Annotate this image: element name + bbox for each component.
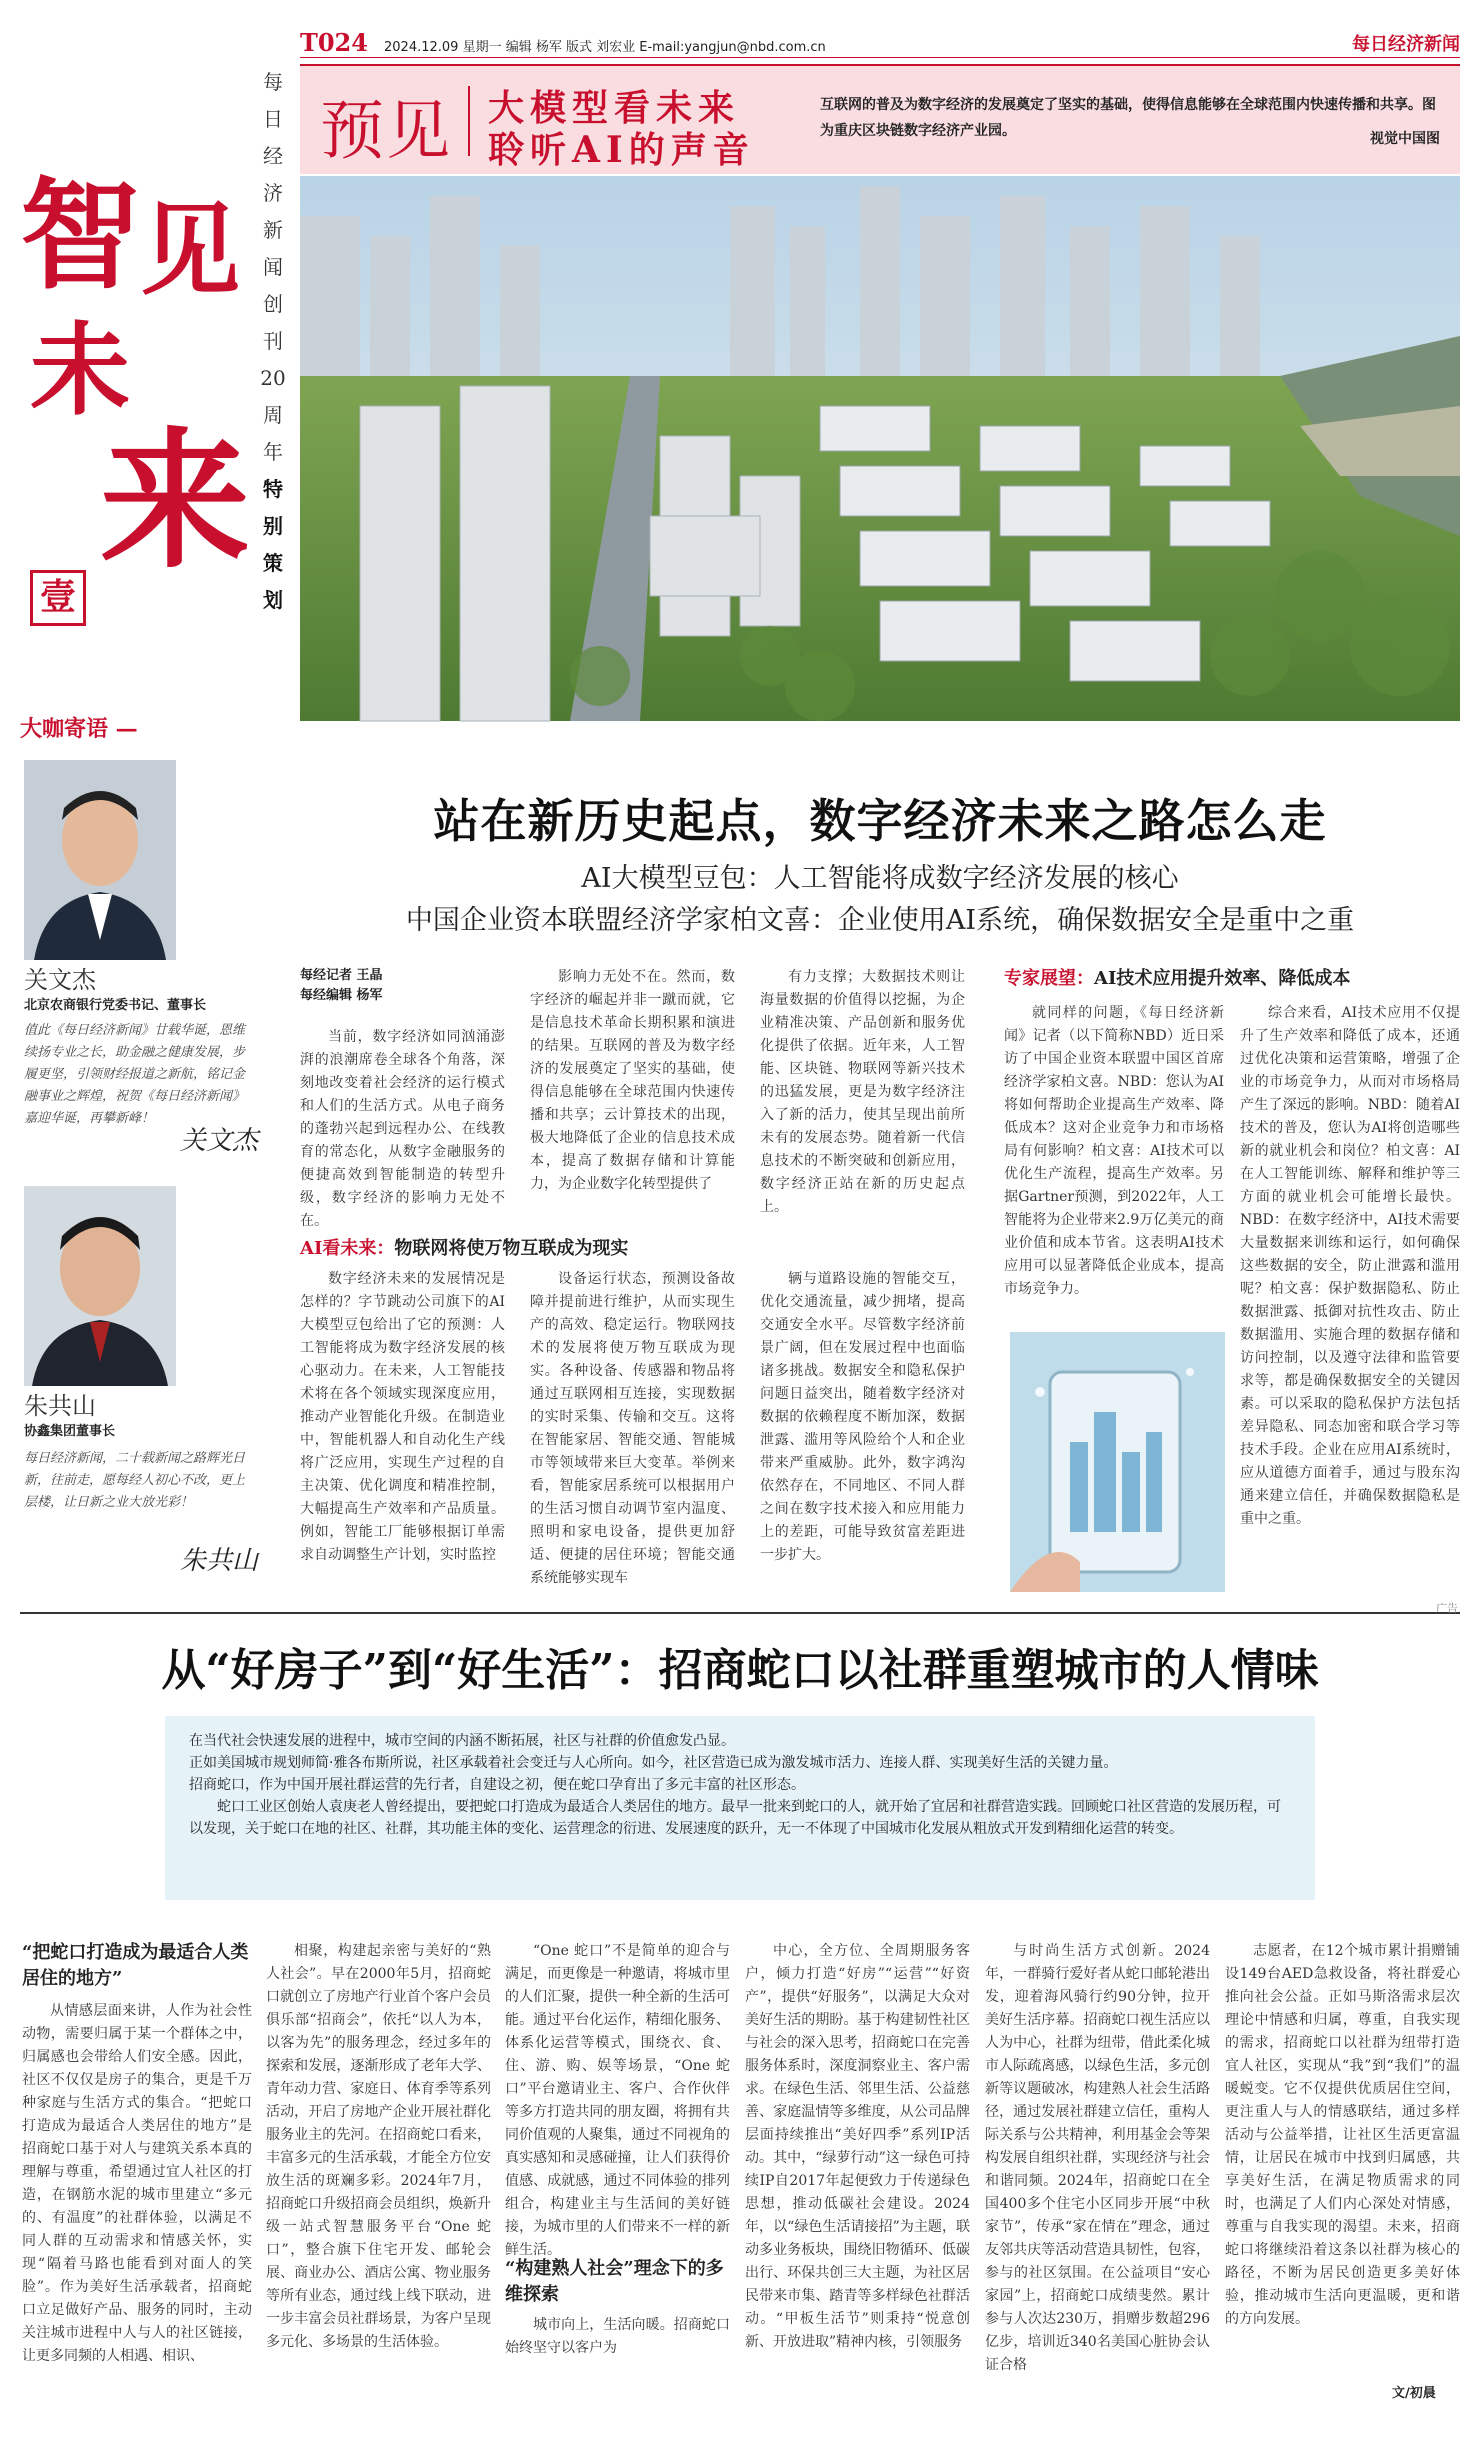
person-name: 关文杰 — [24, 966, 96, 994]
paragraph: 当前，数字经济如同汹涌澎湃的浪潮席卷全球各个角落，深刻地改变着社会经济的运行模式和人们的生活方式。从电子商务的蓬勃兴起到远程办公、在线教育的常态化，从数字金融服务的便捷高效到智能制造的转型升级，数字经济的影响力无处不在。 — [300, 1029, 505, 1229]
paragraph: 志愿者，在12个城市累计捐赠铺设149台AED急救设备，将社群爱心推向社会公益。正如马斯洛需求层次理论中情感和归属，尊重，自我实现的需求，招商蛇口以社群为纽带打造宜人社区，实现从“我”到“我们”的温暖蜕变。它不仅提供优质居住空间，更注重人与人的情感联结，通过多样活动与公益举措，让社区生活更富温情，让居民在城市中找到归属感，共享美好生活，在满足物质需求的同时，也满足了人们内心深处对情感，尊重与自我实现的渴望。未来，招商蛇口将继续沿着这条以社群为核心的路径，不断为居民创造更多美好体验，推动城市生活向更温暖，更和谐的方向发展。 — [1225, 1943, 1460, 2327]
paragraph: 有力支撑；大数据技术则让海量数据的价值得以挖掘，为企业精准决策、产品创新和服务优化提供了依据。近年来，人工智能、区块链、物联网等新兴技术的迅猛发展，更是为数字经济注入了新的活力，使其呈现出前所未有的发展态势。随着新一代信息技术的不断突破和创新应用，数字经济正站在新的历史起点上。 — [760, 969, 965, 1215]
article2-subhead: “把蛇口打造成为最适合人类居住的地方” — [22, 1942, 249, 1989]
big-title-char: 未 — [30, 311, 130, 429]
article2-subhead: “构建熟人社会”理念下的多维探索 — [505, 2258, 724, 2305]
paragraph: 与时尚生活方式创新。2024年，一群骑行爱好者从蛇口邮轮港出发，迎着海风骑行约90分钟，拉开美好生活序幕。招商蛇口视生活应以人为中心，社群为纽带，借此柔化城市人际疏离感，以绿色生活，多元创新等议题破冰，构建熟人社会生活路径，通过发展社群建立信任，重构人际关系与公共精神，利用基金会等架构发展自组织社群，实现经济与社会和谐同频。2024年，招商蛇口在全国400多个住宅小区同步开展“中秋家节”，传承“家在情在”理念，通过友邻共庆等活动营造具韧性，包容，参与的社区氛围。在公益项目“安心家园”上，招商蛇口成绩斐然。累计参与人次达230万，捐赠步数超296亿步，培训近340名美国心脏协会认证合格 — [985, 1943, 1210, 2373]
article-column — [1225, 1940, 1460, 2370]
paragraph: 相聚，构建起亲密与美好的“熟人社会”。早在2000年5月，招商蛇口就创立了房地产行业首个客户会员俱乐部“招商会”，依托“以人为本，以客为先”的服务理念，经过多年的探索和发展，逐渐形成了老年大学、青年动力营、家庭日、体育季等系列活动，开启了房地产企业开展社群化服务业主的先河。在招商蛇口看来，丰富多元的生活承载，才能全方位安放生活的斑斓多彩。2024年7月，招商蛇口升级招商会员组织，焕新升级一站式智慧服务平台“One 蛇口”，整合旗下住宅开发、邮轮会展、商业办公、酒店公寓、物业服务等所有业态，通过线上线下联动，进一步丰富会员社群场景，为客户呈现多元化、多场景的生活体验。 — [266, 1943, 491, 2350]
article-column — [22, 2000, 252, 2390]
city-skyline-illustration — [300, 176, 1460, 721]
byline-editor: 每经编辑 杨军 — [300, 988, 383, 1003]
article-column — [530, 1268, 735, 1604]
big-title-char: 来 — [100, 413, 251, 589]
vertical-char: 济 — [263, 181, 283, 205]
vertical-char: 别 — [263, 514, 283, 538]
article-column — [505, 2314, 730, 2390]
big-title-char: 见 — [140, 191, 240, 309]
vertical-char: 创 — [263, 292, 283, 316]
big-title-char: 智 — [20, 165, 140, 306]
section-head-ai — [300, 1234, 628, 1260]
ai-illustration — [1010, 1332, 1225, 1592]
section-head-expert — [1004, 964, 1350, 990]
paragraph: 城市向上，生活向暖。招商蛇口始终坚守以客户为 — [505, 2317, 730, 2356]
article-column — [530, 966, 735, 1222]
article-subheadline-2: 中国企业资本联盟经济学家柏文喜：企业使用AI系统，确保数据安全是重中之重 — [405, 905, 1355, 936]
banner-title-1: 大模型看未来 — [488, 87, 741, 129]
photo-credit: 视觉中国图 — [1370, 131, 1440, 147]
paragraph: “One 蛇口”不是简单的迎合与满足，而更像是一种邀请，将城市里的人们汇聚，提供一种全新的生活可能。通过平台化运作，精细化服务、体系化运营等模式，围绕衣、食、住、游、购、娱等场景，“One 蛇口”平台邀请业主、客户、合作伙伴等多方打造共同的朋友圈，将拥有共同价值观的人聚集，通过不同视角的真实感知和灵感碰撞，让人们获得价值感、成就感，通过不同体验的排列组合，构建业主与生活间的美好链接，为城市里的人们带来不一样的新鲜生活。 — [505, 1943, 730, 2258]
vertical-char: 刊 — [263, 329, 283, 353]
person-title: 北京农商银行党委书记、董事长 — [24, 998, 207, 1013]
article-subheadline-1: AI大模型豆包：人工智能将成数字经济发展的核心 — [581, 863, 1179, 894]
article2-intro — [165, 1716, 1315, 1900]
article-headline: 站在新历史起点，数字经济未来之路怎么走 — [433, 794, 1327, 848]
brand-name: 每日经济新闻 — [1352, 34, 1460, 55]
paragraph: 数字经济未来的发展情况是怎样的？字节跳动公司旗下的AI大模型豆包给出了它的预测：人工智能将成为数字经济发展的核心驱动力。在未来，人工智能技术将在各个领域实现深度应用，推动产业智能化升级。在制造业中，智能机器人和自动化生产线将广泛应用，实现生产过程的自主决策、优化调度和精准控制，大幅提高生产效率和产品质量。例如，智能工厂能够根据订单需求自动调整生产计划，实时监控 — [300, 1271, 505, 1563]
person-name: 朱共山 — [24, 1392, 96, 1420]
article-column — [300, 1268, 505, 1604]
issue-number-stamp: 壹 — [30, 570, 86, 626]
article-column — [760, 966, 965, 1222]
banner-separator — [468, 86, 470, 156]
paragraph: 影响力无处不在。然而，数字经济的崛起并非一蹴而就，它是信息技术革命长期积累和演进的结果。互联网的普及为数字经济的发展奠定了坚实的基础，使得信息能够在全球范围内快速传播和共享；云计算技术的出现，极大地降低了企业的信息技术成本，提高了数据存储和计算能力，为企业数字化转型提供了 — [530, 969, 735, 1192]
vertical-char: 20 — [260, 366, 286, 390]
article-column — [1004, 1002, 1224, 1324]
article-column — [760, 1268, 965, 1604]
byline — [300, 966, 383, 1006]
section-divider — [20, 1612, 1460, 1614]
person-quote: 值此《每日经济新闻》廿载华诞，恩维续扬专业之长，助金融之健康发展，步履更坚，引领财经报道之新航，铭记金融事业之辉煌，祝贺《每日经济新闻》嘉迎华诞，再攀新峰！ — [24, 1023, 246, 1126]
article-column — [300, 1026, 505, 1229]
article2-author: 文/初晨 — [1392, 2386, 1436, 2401]
banner-yujian: 预见 — [320, 95, 452, 169]
paragraph: 从情感层面来讲，人作为社会性动物，需要归属于某一个群体之中，归属感也会带给人们安全感。因此，社区不仅仅是房子的集合，更是千万种家庭与生活方式的集合。“把蛇口打造成为最适合人类居住的地方”是招商蛇口基于对人与建筑关系本真的理解与尊重，希望通过宜人社区的打造，在钢筋水泥的城市里建立“多元的、有温度”的社群体验，以满足不同人群的互动需求和情感关怀，实现“隔着马路也能看到对面人的笑脸”。作为美好生活承载者，招商蛇口立足做好产品、服务的同时，主动关注城市进程中人与人的社区链接，让更多同频的人相遇、相识、 — [22, 2003, 252, 2364]
paragraph: 设备运行状态，预测设备故障并提前进行维护，从而实现生产的高效、稳定运行。物联网技术的发展将使万物互联成为现实。各种设备、传感器和物品将通过互联网相互连接，实现数据的实时采集、传输和交互。这将在智能家居、智能交通、智能城市等领域带来巨大变革。举例来看，智能家居系统可以根据用户的生活习惯自动调节室内温度、照明和家电设备，提供更加舒适、便捷的居住环境；智能交通系统能够实现车 — [530, 1271, 735, 1586]
photo-caption: 互联网的普及为数字经济的发展奠定了坚实的基础，使得信息能够在全球范围内快速传播和共享。图为重庆区块链数字经济产业园。 — [820, 97, 1436, 139]
banner — [300, 64, 1460, 174]
intro-paragraph: 招商蛇口，作为中国开展社群运营的先行者，自建设之初，便在蛇口孕育出了多元丰富的社区形态。 — [189, 1777, 805, 1793]
intro-paragraph: 蛇口工业区创始人袁庚老人曾经提出，要把蛇口打造成为最适合人类居住的地方。最早一批来到蛇口的人，就开始了宜居和社群营造实践。回顾蛇口社区营造的发展历程，可以发现，关于蛇口在地的社区、社群，其功能主体的变化、运营理念的衍进、发展速度的跃升，无一不体现了中国城市化发展从粗放式开发到精细化运营的转变。 — [189, 1799, 1281, 1837]
signature: 朱共山 — [180, 1546, 259, 1576]
banner-title-2: 聆听AI的声音 — [488, 129, 755, 171]
article-column — [1240, 1002, 1460, 1602]
big-title — [20, 140, 260, 640]
article-column — [745, 1940, 970, 2390]
vertical-char: 策 — [263, 551, 283, 575]
section-head-text: 物联网将使万物互联成为现实 — [394, 1238, 629, 1259]
vertical-char: 年 — [263, 440, 283, 464]
signature: 关文杰 — [180, 1126, 259, 1156]
vertical-char: 划 — [263, 588, 283, 612]
paragraph: 就同样的问题，《每日经济新闻》记者（以下简称NBD）近日采访了中国企业资本联盟中国区首席经济学家柏文喜。NBD：您认为AI将如何帮助企业提高生产效率、降低成本？这对企业竞争力和市场格局有何影响？柏文喜：AI技术可以优化生产流程，提高生产效率。另据Gartner预测，到2022年，人工智能将为企业带来2.9万亿美元的商业价值和成本节省。这表明AI技术应用可以显著降低企业成本，提高市场竞争力。 — [1004, 1005, 1224, 1297]
page-meta: 2024.12.09 星期一 编辑 杨军 版式 刘宏业 E-mail:yangjun@nbd.com.cn — [384, 40, 826, 55]
person-title: 协鑫集团董事长 — [24, 1424, 116, 1439]
vertical-char: 每 — [263, 70, 283, 94]
avatar — [24, 1186, 176, 1386]
sidebar-heading-text: 大咖寄语 — [20, 716, 109, 742]
intro-paragraph: 在当代社会快速发展的进程中，城市空间的内涵不断拓展，社区与社群的价值愈发凸显。 — [189, 1733, 735, 1749]
person-portrait-icon — [24, 1186, 176, 1386]
person-quote: 每日经济新闻，二十载新闻之路辉光日新，往前走，愿每经人初心不改，更上层楼，让日新之业大放光彩！ — [24, 1451, 246, 1510]
city-photo — [300, 176, 1460, 721]
article2-headline: 从“好房子”到“好生活”：招商蛇口以社群重塑城市的人情味 — [161, 1645, 1319, 1696]
paragraph: 辆与道路设施的智能交互，优化交通流量，减少拥堵，提高交通安全水平。尽管数字经济前景广阔，但在发展过程中也面临诸多挑战。数据安全和隐私保护问题日益突出，随着数字经济对数据的依赖程度不断加深，数据泄露、滥用等风险给个人和企业带来严重威胁。此外，数字鸿沟依然存在，不同地区、不同人群之间在数字技术接入和应用能力上的差距，可能导致贫富差距进一步扩大。 — [760, 1271, 965, 1563]
vertical-char: 经 — [263, 144, 283, 168]
paragraph: 中心，全方位、全周期服务客户，倾力打造“好房”“运营”“好资产”，提供“好服务”，以满足大众对美好生活的期盼。基于构建韧性社区与社会的深入思考，招商蛇口在完善服务体系时，深度洞察业主、客户需求。在绿色生活、邻里生活、公益慈善、家庭温情等多维度，从公司品牌层面持续推出“美好四季”系列IP活动。其中，“绿萝行动”这一绿色可持续IP自2017年起便致力于传递绿色思想，推动低碳社会建设。2024年，以“绿色生活请接招”为主题，联动多业务板块，围绕旧物循环、低碳出行、环保共创三大主题，为社区居民带来市集、踏青等多样绿色社群活动。“甲板生活节”则秉持“悦意创新、开放进取”精神内核，引领服务 — [745, 1943, 970, 2350]
ad-label: 广告 — [1436, 1602, 1458, 1615]
person-portrait-icon — [24, 760, 176, 960]
vertical-char: 特 — [263, 477, 283, 501]
page-header — [300, 28, 1460, 58]
sidebar-heading: 大咖寄语 — — [20, 716, 138, 742]
vertical-char: 新 — [263, 218, 283, 242]
article-column — [505, 1940, 730, 2258]
page-number: T024 — [300, 28, 368, 57]
section-head-text: AI技术应用提升效率、降低成本 — [1094, 968, 1351, 989]
vertical-char: 闻 — [263, 255, 283, 279]
byline-reporter: 每经记者 王晶 — [300, 968, 383, 983]
vertical-char: 日 — [263, 107, 283, 131]
section-head-label: AI看未来： — [300, 1238, 395, 1259]
intro-paragraph: 正如美国城市规划师简·雅各布斯所说，社区承载着社会变迁与人心所向。如今，社区营造已成为激发城市活力、连接人群、实现美好生活的关键力量。 — [189, 1755, 1118, 1771]
vertical-char: 周 — [263, 403, 283, 427]
avatar — [24, 760, 176, 960]
section-head-label: 专家展望： — [1004, 968, 1094, 989]
vertical-special-label — [258, 64, 288, 619]
article-column — [985, 1940, 1210, 2390]
paragraph: 综合来看，AI技术应用不仅提升了生产效率和降低了成本，还通过优化决策和运营策略，增强了企业的市场竞争力，从而对市场格局产生了深远的影响。NBD：随着AI技术的普及，您认为AI将创造哪些新的就业机会和岗位？柏文喜：AI在人工智能训练、解释和维护等三方面的就业机会可能增长最快。NBD：在数字经济中，AI技术需要大量数据来训练和运行，如何确保这些数据的安全，防止泄露和滥用呢？柏文喜：保护数据隐私、防止数据泄露、抵御对抗性攻击、防止数据滥用、实施合理的数据存储和访问控制，以及遵守法律和监管要求等，都是确保数据安全的关键因素。可以采取的隐私保护方法包括差异隐私、同态加密和联合学习等技术手段。企业在应用AI系统时，应从道德方面着手，通过与股东沟通来建立信任，并确保数据隐私是重中之重。 — [1240, 1005, 1460, 1527]
article-column — [266, 1940, 491, 2390]
phone-city-illustration — [1010, 1332, 1225, 1592]
